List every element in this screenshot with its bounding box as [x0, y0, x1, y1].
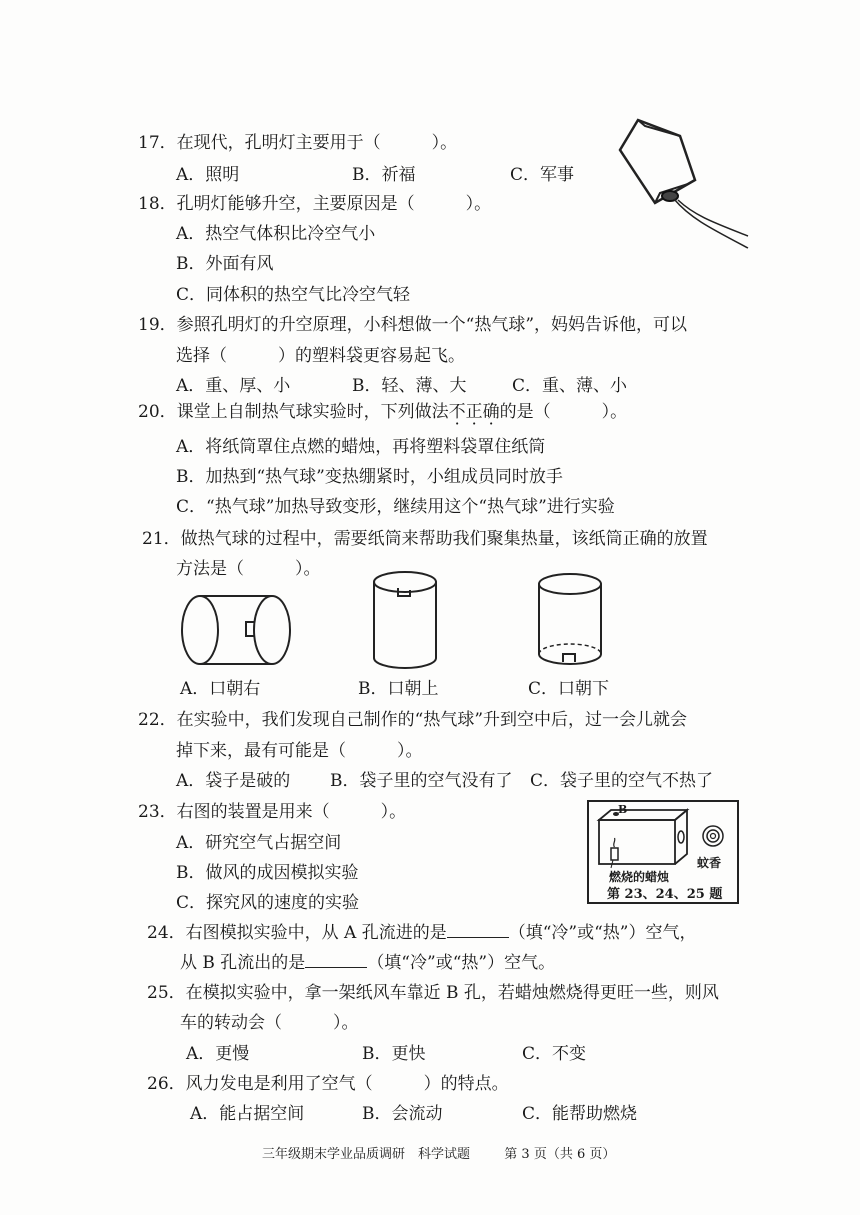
- q25-stem-line2: 车的转动会（ ）。: [180, 1013, 359, 1033]
- q24-line2-text-a: 从 B 孔流出的是: [180, 953, 306, 973]
- q21-option-c: C．口朝下: [528, 679, 610, 699]
- q26-option-c: C．能帮助燃烧: [522, 1104, 638, 1124]
- q23-option-c: C．探究风的速度的实验: [176, 893, 360, 913]
- q17-stem: 17．在现代，孔明灯主要用于（ ）。: [138, 133, 458, 153]
- tube-opening-up-figure: [370, 568, 440, 672]
- q24-line2-text-b: （填“冷”或“热”）空气。: [367, 953, 556, 973]
- q18-option-a: A．热空气体积比冷空气小: [176, 224, 376, 244]
- q24-blank-2[interactable]: [305, 953, 367, 968]
- q21-option-b: B．口朝上: [358, 679, 439, 699]
- footer-exam-title: 三年级期末学业品质调研 科学试题: [262, 1147, 471, 1162]
- footer-page-number: 第 3 页（共 6 页）: [504, 1147, 616, 1162]
- q17-option-a: A．照明: [176, 165, 240, 185]
- q24-line2: [180, 948, 555, 973]
- q24-line1-text-a: 24．右图模拟实验中，从 A 孔流进的是: [147, 923, 447, 943]
- q25-option-b: B．更快: [362, 1044, 426, 1064]
- wind-experiment-figure: [587, 800, 739, 904]
- candle-label: 燃烧的蜡烛: [609, 870, 670, 884]
- q18-option-c: C．同体积的热空气比冷空气轻: [176, 285, 411, 305]
- q20-emphasis-2: 正: [465, 402, 483, 422]
- mosquito-coil-label: 蚊香: [697, 856, 722, 870]
- q26-option-a: A．能占据空间: [190, 1104, 305, 1124]
- q17-option-b: B．祈福: [352, 165, 416, 185]
- page-footer: [262, 1143, 615, 1162]
- q21-stem-line2: 方法是（ ）。: [176, 559, 321, 579]
- q17-option-c: C．军事: [510, 165, 575, 185]
- q20-option-a: A．将纸筒罩住点燃的蜡烛，再将塑料袋罩住纸筒: [176, 437, 546, 457]
- q25-stem-line1: 25．在模拟实验中，拿一架纸风车靠近 B 孔，若蜡烛燃烧得更旺一些，则风: [147, 983, 719, 1003]
- q25-option-c: C．不变: [522, 1044, 587, 1064]
- figure-caption: 第 23、24、25 题: [607, 887, 723, 902]
- q19-option-a: A．重、厚、小: [176, 376, 291, 396]
- sky-lantern-illustration: [600, 108, 750, 258]
- q19-option-c: C．重、薄、小: [512, 376, 628, 396]
- q18-stem: 18．孔明灯能够升空，主要原因是（ ）。: [138, 194, 492, 214]
- q20-option-b: B．加热到“热气球”变热绷紧时，小组成员同时放手: [176, 467, 563, 487]
- q23-option-a: A．研究空气占据空间: [176, 833, 342, 853]
- q26-option-b: B．会流动: [362, 1104, 443, 1124]
- q19-option-b: B．轻、薄、大: [352, 376, 467, 396]
- q20-emphasis-3: 确: [482, 402, 500, 422]
- q24-line1: [147, 918, 696, 943]
- tube-opening-right-figure: [178, 592, 296, 668]
- q20-stem: [138, 397, 627, 422]
- q22-option-b: B．袋子里的空气没有了: [330, 771, 513, 791]
- q19-stem-line2: 选择（ ）的塑料袋更容易起飞。: [176, 346, 465, 366]
- q19-stem-line1: 19．参照孔明灯的升空原理，小科想做一个“热气球”，妈妈告诉他，可以: [138, 315, 688, 335]
- q22-option-c: C．袋子里的空气不热了: [530, 771, 714, 791]
- q20-emphasis-1: 不: [448, 402, 466, 422]
- q20-option-c: C．“热气球”加热导致变形，继续用这个“热气球”进行实验: [176, 497, 615, 517]
- q20-stem-post: 的是（ ）。: [499, 402, 628, 422]
- q22-stem-line2: 掉下来，最有可能是（ ）。: [176, 741, 423, 761]
- hole-b-label: B: [618, 803, 628, 816]
- q24-blank-1[interactable]: [447, 923, 509, 938]
- q20-stem-pre: 20．课堂上自制热气球实验时，下列做法: [138, 402, 449, 422]
- q24-line1-text-b: （填“冷”或“热”）空气，: [508, 923, 697, 943]
- q23-option-b: B．做风的成因模拟实验: [176, 863, 359, 883]
- tube-opening-down-figure: [535, 568, 605, 672]
- q22-stem-line1: 22．在实验中，我们发现自己制作的“热气球”升到空中后，过一会儿就会: [138, 710, 688, 730]
- q25-option-a: A．更慢: [186, 1044, 250, 1064]
- q21-option-a: A．口朝右: [180, 679, 261, 699]
- q26-stem: 26．风力发电是利用了空气（ ）的特点。: [147, 1074, 509, 1094]
- q23-stem: 23．右图的装置是用来（ ）。: [138, 802, 407, 822]
- q21-stem-line1: 21．做热气球的过程中，需要纸筒来帮助我们聚集热量，该纸筒正确的放置: [142, 529, 708, 549]
- q18-option-b: B．外面有风: [176, 254, 274, 274]
- q22-option-a: A．袋子是破的: [176, 771, 291, 791]
